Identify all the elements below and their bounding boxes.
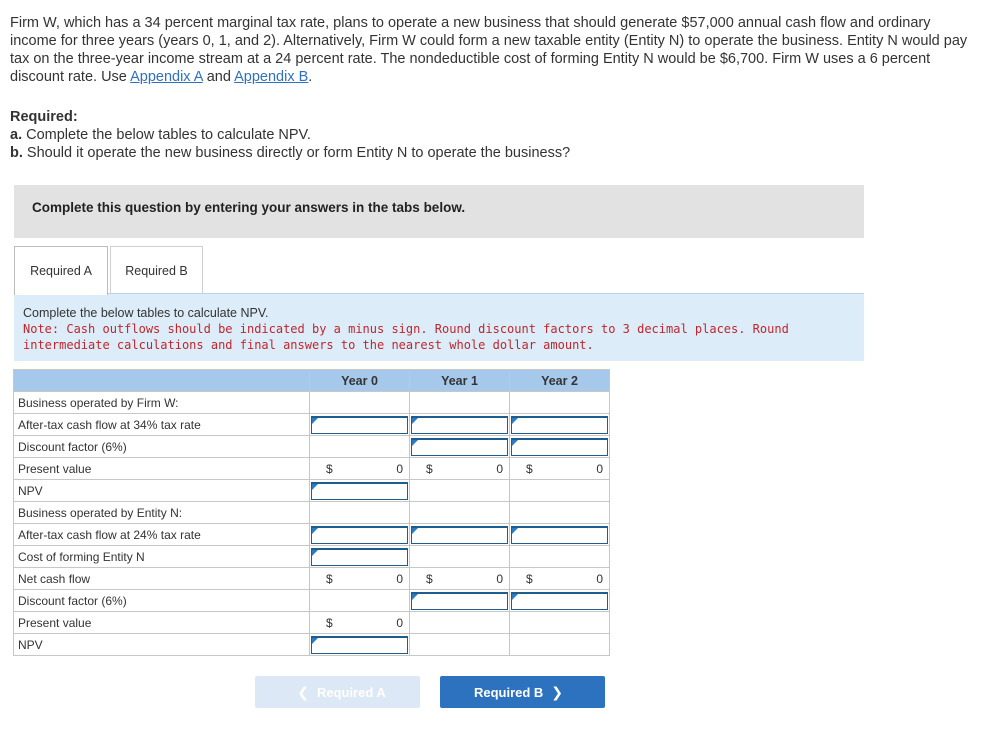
npv-table [13, 369, 610, 656]
tab-required-b[interactable]: Required B [110, 246, 203, 294]
table-row [14, 458, 610, 480]
next-required-b-button[interactable] [440, 676, 605, 708]
entity-net-year2 [510, 568, 610, 590]
required-heading: Required: [10, 109, 78, 125]
table-row [14, 480, 610, 502]
row-label: Discount factor (6%) [14, 436, 310, 458]
header-year-2: Year 2 [510, 370, 610, 392]
required-a-text: Complete the below tables to calculate NPV. [22, 127, 311, 143]
firm-atcf-year0-cell [310, 414, 410, 436]
firm-atcf-year1-cell [410, 414, 510, 436]
table-row [14, 568, 610, 590]
entity-df-year1-input[interactable] [411, 592, 508, 610]
row-label: NPV [14, 634, 310, 656]
entity-npv-cell [310, 634, 410, 656]
value: 0 [496, 571, 503, 586]
empty-cell [310, 392, 410, 414]
appendix-a-link[interactable]: Appendix A [130, 69, 203, 85]
table-row [14, 392, 610, 414]
firm-pv-year2 [510, 458, 610, 480]
chevron-right-icon: ❯ [551, 683, 564, 700]
empty-cell [510, 634, 610, 656]
currency-symbol: $ [326, 615, 333, 630]
prev-button-label: Required A [316, 684, 386, 700]
table-row [14, 502, 610, 524]
firm-atcf-year1-input[interactable] [411, 416, 508, 434]
banner-text: Complete this question by entering your answers in the tabs below. [32, 200, 466, 215]
empty-cell [310, 590, 410, 612]
table-row [14, 546, 610, 568]
required-b-letter: b. [10, 145, 23, 161]
entity-atcf-year1-cell [410, 524, 510, 546]
problem-statement [10, 14, 970, 86]
firm-df-year1-cell [410, 436, 510, 458]
empty-cell [510, 612, 610, 634]
table-row [14, 414, 610, 436]
firm-df-year1-input[interactable] [411, 438, 508, 456]
header-year-0: Year 0 [310, 370, 410, 392]
problem-end: . [308, 69, 313, 85]
table-row [14, 612, 610, 634]
entity-atcf-year2-cell [510, 524, 610, 546]
currency-symbol: $ [326, 571, 333, 586]
row-label: Net cash flow [14, 568, 310, 590]
row-label: Cost of forming Entity N [14, 546, 310, 568]
required-b-text: Should it operate the new business directly or form Entity N to operate the business? [22, 145, 571, 161]
entity-atcf-year0-input[interactable] [311, 526, 408, 544]
firm-npv-input[interactable] [311, 482, 408, 500]
empty-cell [510, 502, 610, 524]
entity-net-year0 [310, 568, 410, 590]
empty-cell [510, 480, 610, 502]
row-label: Business operated by Entity N: [14, 502, 310, 524]
table-row [14, 436, 610, 458]
firm-npv-cell [310, 480, 410, 502]
row-label: After-tax cash flow at 34% tax rate [14, 414, 310, 436]
required-a-letter: a. [10, 127, 23, 143]
entity-cost-year0-cell [310, 546, 410, 568]
entity-npv-input[interactable] [311, 636, 408, 654]
tab-required-a[interactable]: Required A [14, 246, 108, 295]
entity-atcf-year0-cell [310, 524, 410, 546]
firm-atcf-year2-cell [510, 414, 610, 436]
firm-atcf-year2-input[interactable] [511, 416, 608, 434]
row-label: Present value [14, 612, 310, 634]
firm-atcf-year0-input[interactable] [311, 416, 408, 434]
table-row [14, 524, 610, 546]
empty-cell [410, 612, 510, 634]
firm-df-year2-cell [510, 436, 610, 458]
instruction-panel [14, 293, 864, 361]
panel-note: Note: Cash outflows should be indicated by a minus sign. Round discount factors to 3 decimal places. Round intermediate calculations and final answers to the nearest whole dollar amount. [23, 322, 789, 352]
chevron-left-icon: ❮ [297, 683, 309, 700]
row-label: Business operated by Firm W: [14, 392, 310, 414]
row-label: Present value [14, 458, 310, 480]
header-year-1: Year 1 [410, 370, 510, 392]
entity-net-year1 [410, 568, 510, 590]
required-a [10, 126, 570, 144]
problem-text: Firm W, which has a 34 percent marginal tax rate, plans to operate a new business that should generate $57,000 annual cash flow and ordinary income for three years (years 0, 1, and 2). Alternatively, Firm W could form a new taxable entity (Entity N) to operate the business. Entity N would pay tax on the three-year income stream at a 24 percent rate. The nondeductible cost of forming Entity N would be $6,700. Firm W uses a 6 percent discount rate. Use [10, 15, 968, 85]
problem-and: and [202, 69, 235, 85]
required-block [10, 108, 570, 162]
panel-intro: Complete the below tables to calculate NPV. [23, 306, 269, 320]
empty-cell [410, 480, 510, 502]
empty-cell [510, 546, 610, 568]
header-row [14, 370, 610, 392]
value: 0 [396, 571, 403, 586]
currency-symbol: $ [326, 461, 333, 476]
entity-pv-year0 [310, 612, 410, 634]
firm-pv-year0 [310, 458, 410, 480]
currency-symbol: $ [426, 571, 433, 586]
value: 0 [396, 461, 403, 476]
entity-df-year1-cell [410, 590, 510, 612]
value: 0 [596, 571, 603, 586]
value: 0 [496, 461, 503, 476]
empty-cell [410, 392, 510, 414]
next-button-label: Required B [473, 684, 544, 700]
table-row [14, 590, 610, 612]
empty-cell [410, 546, 510, 568]
empty-cell [410, 502, 510, 524]
required-b [10, 144, 570, 162]
firm-df-year2-input[interactable] [511, 438, 608, 456]
empty-cell [310, 502, 410, 524]
currency-symbol: $ [526, 461, 533, 476]
entity-atcf-year1-input[interactable] [411, 526, 508, 544]
empty-cell [510, 392, 610, 414]
empty-cell [410, 634, 510, 656]
currency-symbol: $ [526, 571, 533, 586]
prev-required-a-button[interactable] [255, 676, 420, 708]
instruction-banner [14, 185, 864, 238]
row-label: NPV [14, 480, 310, 502]
currency-symbol: $ [426, 461, 433, 476]
appendix-b-link[interactable]: Appendix B [234, 69, 309, 85]
entity-df-year2-cell [510, 590, 610, 612]
row-label: After-tax cash flow at 24% tax rate [14, 524, 310, 546]
row-label: Discount factor (6%) [14, 590, 310, 612]
table-row [14, 634, 610, 656]
firm-pv-year1 [410, 458, 510, 480]
entity-cost-year0-input[interactable] [311, 548, 408, 566]
value: 0 [396, 615, 403, 630]
entity-atcf-year2-input[interactable] [511, 526, 608, 544]
entity-df-year2-input[interactable] [511, 592, 608, 610]
value: 0 [596, 461, 603, 476]
empty-cell [310, 436, 410, 458]
header-blank [14, 370, 310, 392]
